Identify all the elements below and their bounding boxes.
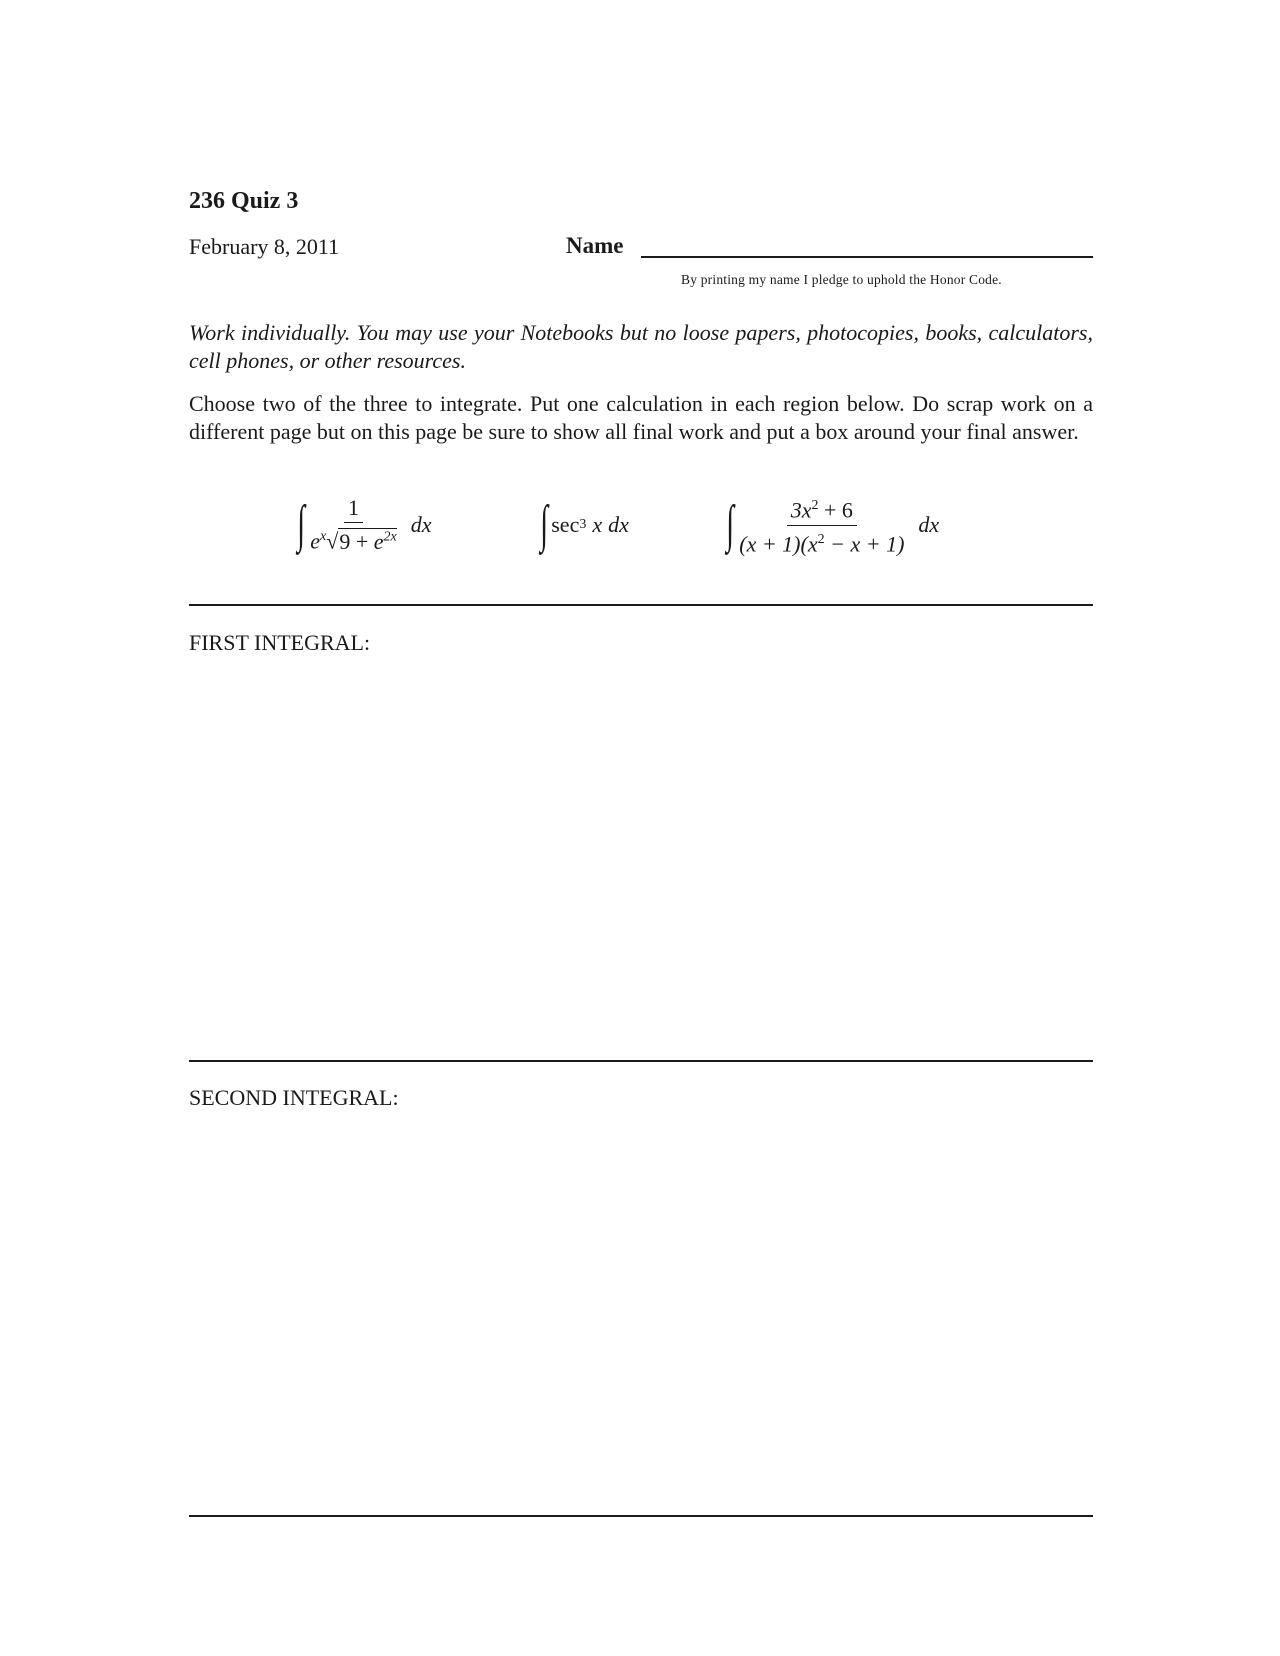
integral-3-numerator-constant: + 6 bbox=[818, 497, 853, 523]
integral-1-numerator: 1 bbox=[344, 496, 363, 523]
integral-3 bbox=[723, 495, 939, 555]
integral-3-numerator-term: 3x bbox=[790, 497, 812, 523]
integral-2-variable: x bbox=[592, 512, 603, 537]
directions-paragraph: Choose two of the three to integrate. Put one calculation in each region below. Do scrap work on a different page but on this page be sure to show all final work and put a box around your final answer. bbox=[189, 391, 1093, 444]
integral-sign: ∫ bbox=[726, 496, 735, 553]
name-blank-line[interactable] bbox=[641, 256, 1093, 258]
integral-1-differential: dx bbox=[410, 512, 432, 537]
integral-1-denominator bbox=[306, 523, 400, 553]
integral-1-den-base-exponent: x bbox=[320, 529, 327, 545]
integral-sign: ∫ bbox=[540, 496, 549, 553]
integral-1-fraction bbox=[306, 496, 400, 553]
integral-3-fraction bbox=[735, 494, 908, 556]
quiz-date: February 8, 2011 bbox=[189, 234, 340, 259]
section-divider-middle bbox=[189, 1060, 1093, 1062]
integral-sign: ∫ bbox=[297, 496, 306, 553]
integral-2-function: sec bbox=[551, 512, 580, 537]
integral-2 bbox=[537, 495, 629, 555]
integral-1-radicand-exponent: 2x bbox=[383, 529, 397, 545]
section-divider-bottom bbox=[189, 1515, 1093, 1517]
first-integral-label: FIRST INTEGRAL: bbox=[189, 630, 371, 655]
integral-1-radicand bbox=[338, 528, 396, 554]
integral-3-differential: dx bbox=[918, 512, 940, 537]
integral-3-denominator-first: (x + 1)(x bbox=[739, 530, 818, 556]
integral-3-denominator bbox=[735, 526, 908, 556]
integral-1 bbox=[294, 495, 431, 555]
honor-code-pledge: By printing my name I pledge to uphold the Honor Code. bbox=[681, 272, 1002, 287]
section-divider-top bbox=[189, 604, 1093, 606]
integral-1-radicand-constant: 9 + bbox=[339, 528, 374, 554]
integral-3-denominator-exponent: 2 bbox=[817, 531, 825, 547]
integral-2-function-exponent: 3 bbox=[579, 517, 587, 532]
second-integral-label: SECOND INTEGRAL: bbox=[189, 1085, 399, 1110]
integral-1-den-base: e bbox=[310, 528, 321, 554]
name-label: Name bbox=[566, 233, 624, 258]
integral-3-numerator bbox=[787, 494, 857, 525]
radical-sign: √ bbox=[326, 528, 339, 554]
integral-3-numerator-exponent: 2 bbox=[811, 498, 819, 514]
quiz-title: 236 Quiz 3 bbox=[189, 188, 299, 214]
integral-1-radicand-base: e bbox=[373, 528, 384, 554]
instructions-paragraph: Work individually. You may use your Notebooks but no loose papers, photocopies, books, calculators, cell phones, or other resources. bbox=[189, 320, 1093, 373]
integral-3-denominator-rest: − x + 1) bbox=[824, 530, 905, 556]
integral-2-differential: dx bbox=[608, 512, 629, 537]
